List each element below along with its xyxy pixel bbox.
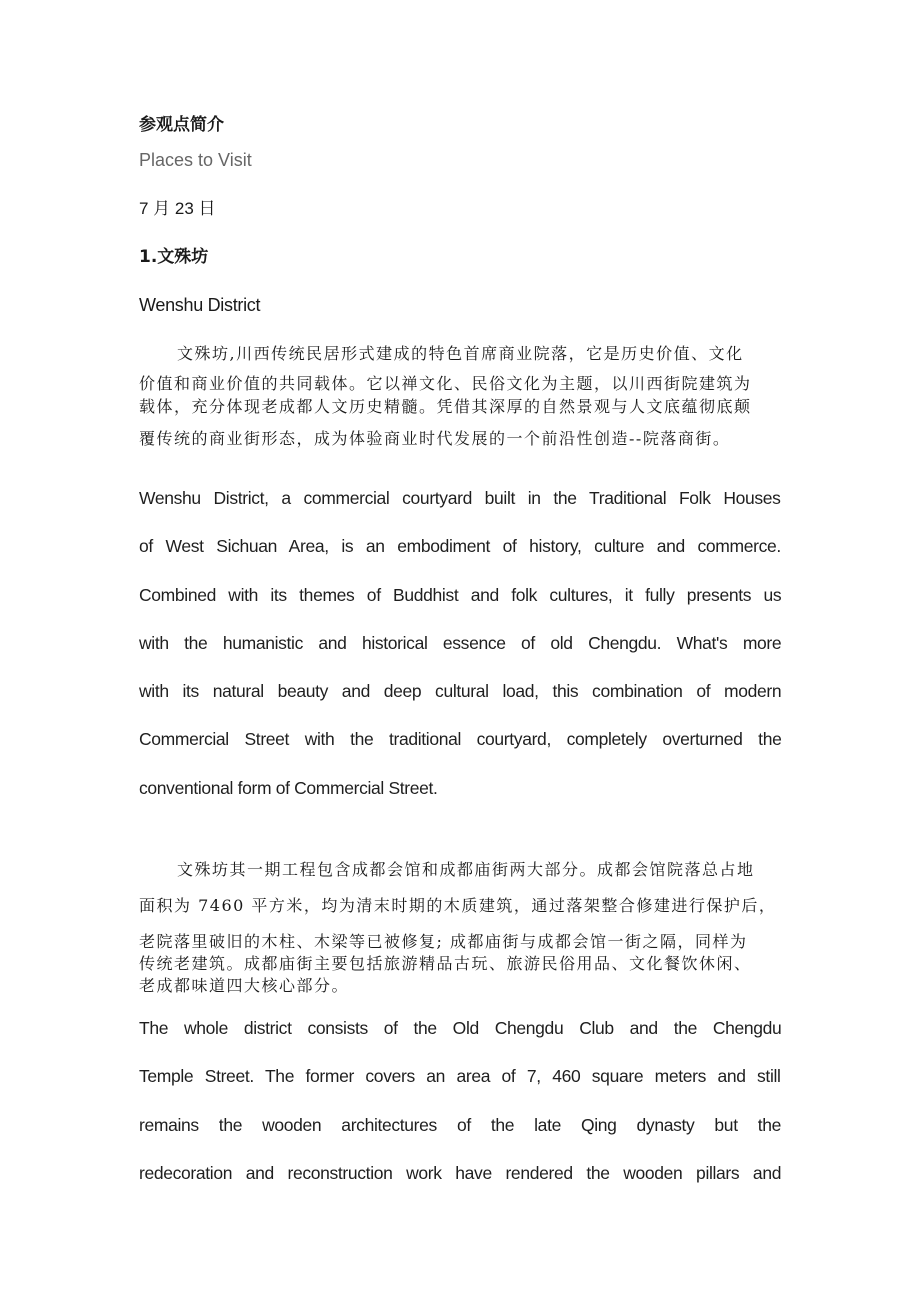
paragraph-line: of West Sichuan Area, is an embodiment of history, culture and commerce.	[139, 536, 781, 557]
paragraph-intro-cn	[139, 342, 791, 451]
paragraph-line: redecoration and reconstruction work have rendered the wooden pillars and	[139, 1162, 782, 1183]
paragraph-line: 老院落里破旧的木柱、木梁等已被修复; 成都庙街与成都会馆一街之隔，同样为	[139, 932, 748, 951]
document-title-cn: 参观点简介	[139, 115, 224, 135]
document-date: 7 月 23 日	[139, 199, 216, 218]
paragraph-line: Temple Street. The former covers an area of 7, 460 square meters and still	[139, 1066, 781, 1087]
section-title-cn: 1.文殊坊	[139, 247, 209, 267]
paragraph-line: 价值和商业价值的共同载体。它以禅文化、民俗文化为主题，以川西街院建筑为	[139, 374, 752, 393]
paragraph-line: 覆传统的商业街形态，成为体验商业时代发展的一个前沿性创造--院落商街。	[139, 429, 731, 448]
paragraph-line: with its natural beauty and deep cultural load, this combination of modern	[139, 681, 782, 702]
paragraph-line: conventional form of Commercial Street.	[139, 777, 438, 798]
paragraph-line: 老成都味道四大核心部分。	[139, 976, 350, 995]
paragraph-line: 面积为 7460 平方米，均为清末时期的木质建筑，通过落架整合修建进行保护后，	[139, 896, 777, 915]
paragraph-line: Commercial Street with the traditional courtyard, completely overturned the	[139, 729, 782, 750]
paragraph-line: 载体，充分体现老成都人文历史精髓。凭借其深厚的自然景观与人文底蕴彻底颠	[139, 397, 752, 416]
paragraph-line: with the humanistic and historical essence of old Chengdu. What's more	[139, 632, 782, 653]
paragraph-line: 文殊坊其一期工程包含成都会馆和成都庙街两大部分。成都会馆院落总占地	[177, 860, 755, 879]
paragraph-line: Wenshu District, a commercial courtyard built in the Traditional Folk Houses	[139, 488, 781, 508]
section-title-en: Wenshu District	[139, 295, 261, 315]
paragraph-line: remains the wooden architectures of the late Qing dynasty but the	[139, 1114, 781, 1135]
paragraph-details-cn	[139, 858, 791, 998]
paragraph-line: 文殊坊,川西传统民居形式建成的特色首席商业院落，它是历史价值、文化	[177, 344, 744, 363]
paragraph-intro-en	[139, 486, 781, 824]
paragraph-details-en	[139, 1016, 781, 1209]
paragraph-line: Combined with its themes of Buddhist and folk cultures, it fully presents us	[139, 584, 782, 605]
paragraph-line: 传统老建筑。成都庙街主要包括旅游精品古玩、旅游民俗用品、文化餐饮休闲、	[139, 954, 752, 973]
paragraph-line: The whole district consists of the Old Chengdu Club and the Chengdu	[139, 1018, 782, 1038]
document-title-en: Places to Visit	[139, 150, 252, 170]
